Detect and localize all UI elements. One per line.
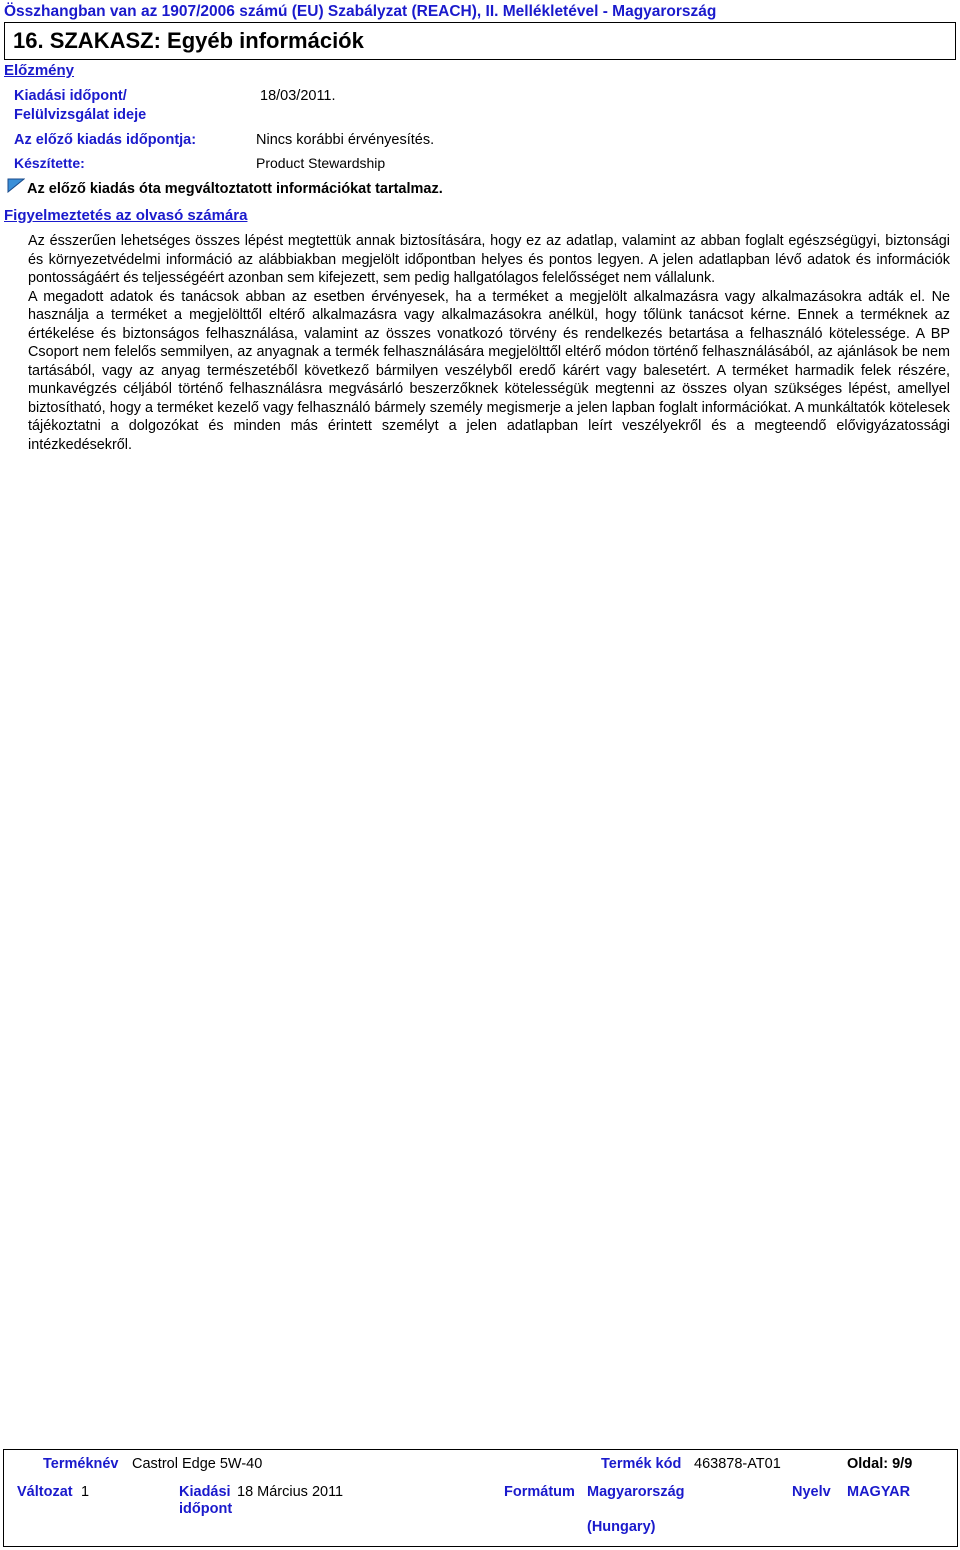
version-value: 1 — [81, 1484, 90, 1500]
product-name-value: Castrol Edge 5W-40 — [132, 1456, 263, 1472]
product-code-value: 463878-AT01 — [694, 1456, 781, 1472]
issue-label-line1: Kiadási — [179, 1484, 231, 1500]
prev-issue-label: Az előző kiadás időpontja: — [14, 132, 197, 148]
section-title: 16. SZAKASZ: Egyéb információk — [13, 28, 364, 53]
format-value-line2: (Hungary) — [587, 1519, 656, 1535]
triangle-marker-icon — [7, 178, 25, 193]
notice-paragraph: Az ésszerűen lehetséges összes lépést megtettük annak biztosítására, hogy ez az adatlap, valamint az abban foglalt egészségügyi, biztonsági és környezetvédelmi információ az alábbiakban megjelölt időpontban helyes és pontos legyen. A jelen adatlapban lévő adatok és információk pontosságáért és teljességéért azonban sem kifejezett, sem pedig hallgatólagos felelősséget nem vállalunk. — [28, 233, 950, 286]
issue-label-line2: időpont — [179, 1501, 233, 1517]
issue-date-label-line2: Felülvizsgálat ideje — [14, 107, 147, 123]
page-number: Oldal: 9/9 — [847, 1456, 913, 1472]
notice-heading: Figyelmeztetés az olvasó számára — [4, 207, 248, 224]
issue-value: 18 Március 2011 — [237, 1484, 344, 1500]
product-code-label: Termék kód — [601, 1456, 682, 1472]
format-value-line1: Magyarország — [587, 1484, 685, 1500]
history-heading: Előzmény — [4, 62, 75, 79]
language-value: MAGYAR — [847, 1484, 911, 1500]
language-label: Nyelv — [792, 1484, 831, 1500]
notice-body — [28, 232, 950, 454]
footer-box — [3, 1449, 958, 1547]
format-label: Formátum — [504, 1484, 575, 1500]
section-header-box — [4, 22, 956, 60]
prepared-by-value: Product Stewardship — [256, 155, 386, 171]
notice-paragraph: A megadott adatok és tanácsok abban az esetben érvényesek, ha a terméket a megjelölt alkalmazásra vagy alkalmazásokra adták el. Ne használja a terméket a megjelölttől eltérő alkalmazásra vagy alkalmazásokra anélkül, hogy tőlünk tanácsot kérne. Ennek a terméknek az értékelése és biztonságos felhasználása, valamint az összes vonatkozó törvény és rendelkezés betartása a felhasználó kötelessége. A BP Csoport nem felelős semmilyen, az anyagnak a termék felhasználására megjelölttől eltérő módon történő felhasználásából, az ajánlások be nem tartásából, vagy az anyag természetéből következő bármilyen veszélyből eredő kárért vagy balesetért. A terméket harmadik felek részére, munkavégzés céljából történő felhasználásra megvásárló beszerzőknek kötelességük megtenni az összes olyan szükséges lépést, amellyel biztosítható, hogy a terméket kezelő vagy felhasználó bármely személy megismerje a jelen lapban foglalt információkat. A munkáltatók kötelesek tájékoztatni a dolgozókat és minden más érintett személyt a jelen adatlapban leírt veszélyekről és a megteendő elővigyázatossági intézkedésekről. — [28, 288, 950, 453]
regulation-title: Összhangban van az 1907/2006 számú (EU) Szabályzat (REACH), II. Mellékletével - Magyarország — [4, 3, 717, 20]
product-name-label: Terméknév — [43, 1456, 119, 1472]
prev-issue-value: Nincs korábbi érvényesítés. — [256, 132, 435, 148]
prepared-by-label: Készítette: — [14, 155, 85, 171]
changed-info-notice: Az előző kiadás óta megváltoztatott információkat tartalmaz. — [27, 181, 443, 197]
version-label: Változat — [17, 1484, 73, 1500]
issue-date-value: 18/03/2011. — [260, 88, 336, 104]
issue-date-label-line1: Kiadási időpont/ — [14, 88, 127, 104]
